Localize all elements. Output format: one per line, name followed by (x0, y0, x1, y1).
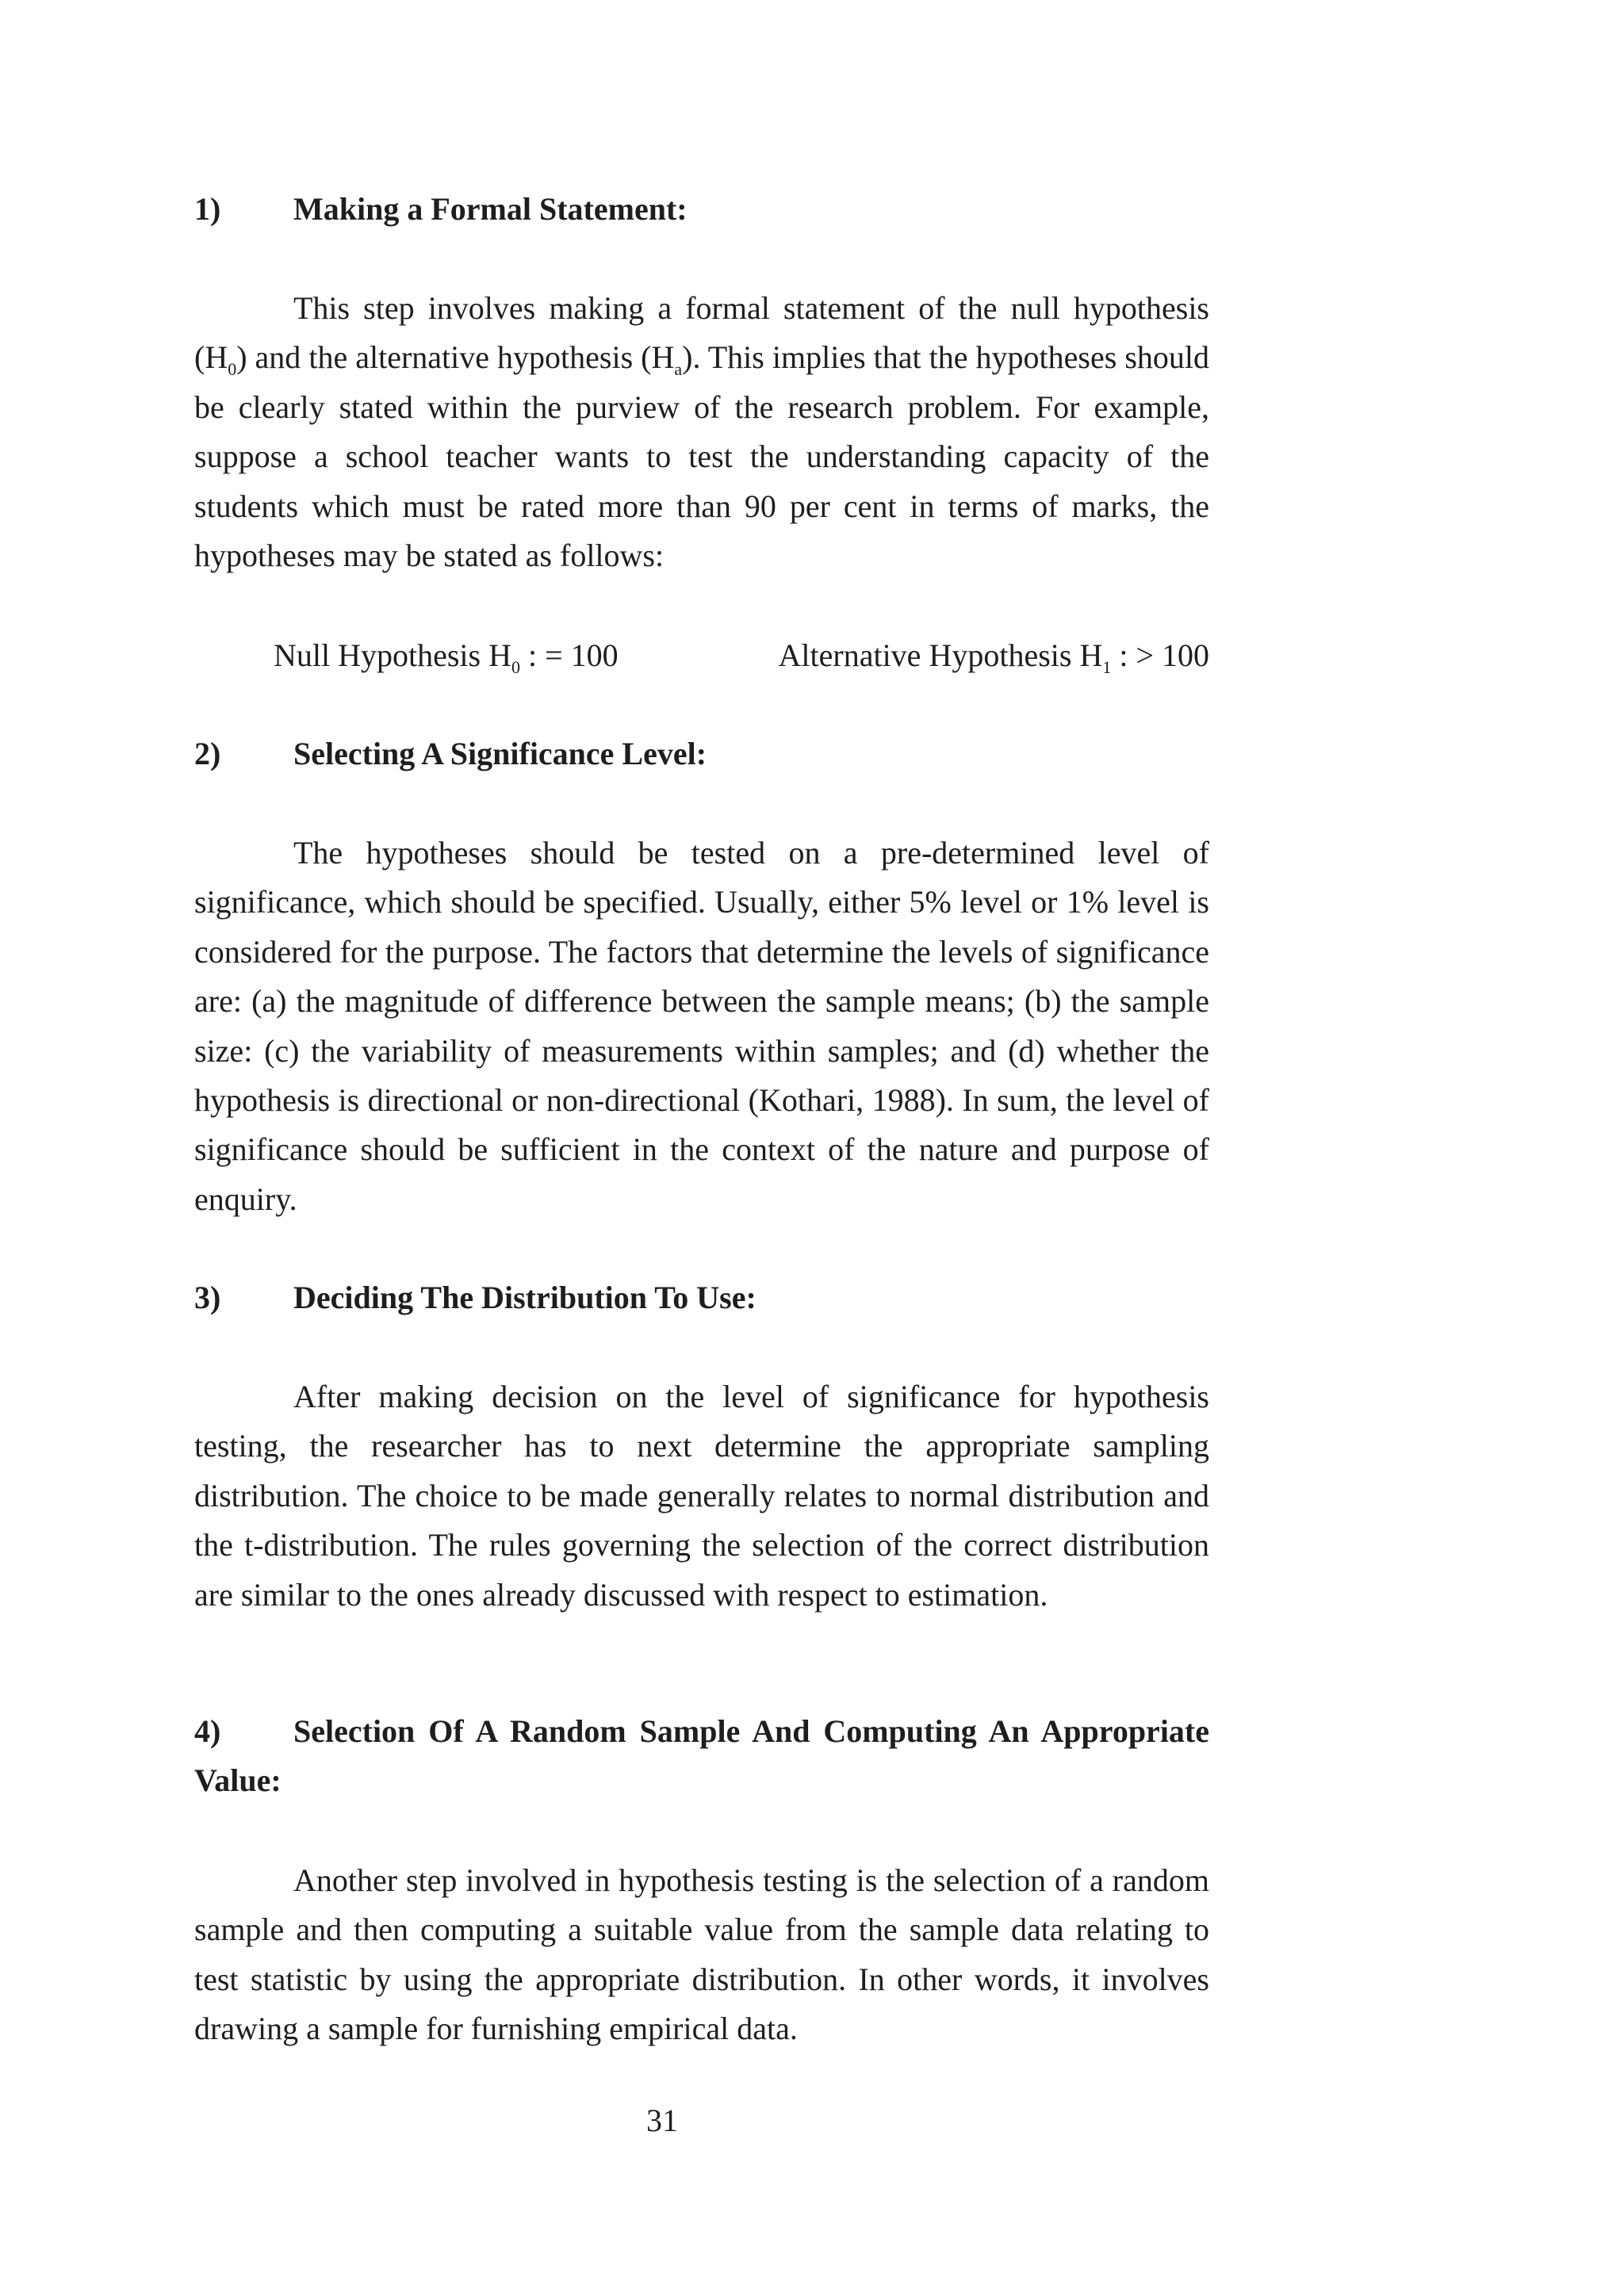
ha-subscript: a (674, 359, 683, 380)
section-4-number: 4) (194, 1713, 221, 1749)
section-1-text-part-3: ). This implies that the hypotheses should be clearly stated within the purview of the research problem. For example, suppose a school teacher wants to test the understanding capacity of the students which must be rated more than 90 per cent in terms of marks, the hypotheses may be stated as follows: (194, 339, 1209, 574)
h0-subscript: 0 (228, 359, 237, 380)
section-2-paragraph: The hypotheses should be tested on a pre-determined level of significance, which should be specified. Usually, either 5% level or 1% level is considered for the purpose. The factors that determine the levels of significance are: (a) the magnitude of difference between the sample means; (b) the sample size: (c) the variability of measurements within samples; and (d) whether the hypothesis is directional or non-directional (Kothari, 1988). In sum, the level of significance should be sufficient in the context of the nature and purpose of enquiry. (194, 835, 1209, 1217)
alternative-hypothesis-subscript: 1 (1102, 657, 1112, 677)
null-hypothesis-subscript: 0 (511, 657, 520, 677)
section-1-text-part-2: ) and the alternative hypothesis (H (236, 339, 675, 376)
alternative-hypothesis-value: : > 100 (1111, 637, 1209, 673)
page-number: 31 (646, 2103, 678, 2138)
section-3-title: Deciding The Distribution To Use: (293, 1280, 756, 1315)
null-hypothesis-label: Null Hypothesis H (274, 637, 511, 673)
section-1-title: Making a Formal Statement: (293, 191, 688, 227)
section-3-paragraph: After making decision on the level of significance for hypothesis testing, the researcher has to next determine the appropriate sampling distribution. The choice to be made generally relates to normal distribution and the t-distribution. The rules governing the selection of the correct distribution are similar to the ones already discussed with respect to estimation. (194, 1379, 1209, 1613)
alternative-hypothesis (779, 631, 1209, 680)
section-1-number: 1) (194, 191, 221, 227)
section-1-heading (194, 185, 1209, 234)
section-2-number: 2) (194, 736, 221, 771)
section-4-title: Selection Of A Random Sample And Computing An Appropriate Value: (194, 1713, 1209, 1798)
section-3-heading (194, 1273, 1209, 1322)
section-4-heading (194, 1707, 1209, 1805)
section-1-paragraph (194, 284, 1209, 580)
section-2-heading (194, 729, 1209, 779)
section-1-text-part-1: This step involves making a formal statement of the null hypothesis (H (194, 290, 1209, 376)
section-2-title: Selecting A Significance Level: (293, 736, 707, 771)
alternative-hypothesis-label: Alternative Hypothesis H (778, 637, 1103, 673)
null-hypothesis-value: : = 100 (520, 637, 619, 673)
section-4-paragraph: Another step involved in hypothesis testing is the selection of a random sample and then computing a suitable value from the sample data relating to test statistic by using the appropriate distribution. In other words, it involves drawing a sample for furnishing empirical data. (194, 1862, 1209, 2047)
section-3-number: 3) (194, 1280, 221, 1315)
hypothesis-formula (274, 631, 1209, 680)
document-page (194, 0, 1209, 2296)
null-hypothesis (274, 631, 619, 680)
